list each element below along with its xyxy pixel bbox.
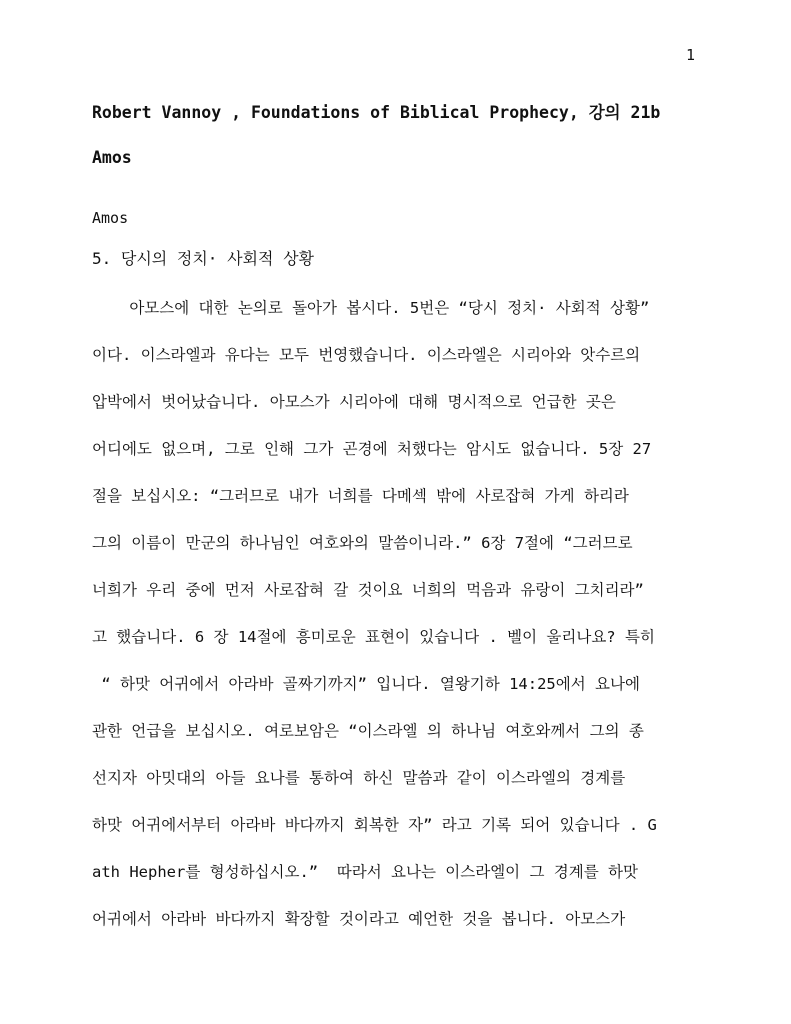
body-line: 고 했습니다. 6 장 14절에 흥미로운 표현이 있습니다 . 벨이 울리나요? 특히 (92, 628, 655, 646)
page-number: 1 (685, 46, 695, 64)
body-line: 절을 보십시오: “그러므로 내가 너희를 다메섹 밖에 사로잡혀 가게 하리라 (92, 487, 629, 505)
body-line: 하맛 어귀에서부터 아라바 바다까지 회복한 자” 라고 기록 되어 있습니다 . G (92, 816, 657, 834)
body-line: 선지자 아밋대의 아들 요나를 통하여 하신 말씀과 같이 이스라엘의 경계를 (92, 769, 626, 787)
body-line: 너희가 우리 중에 먼저 사로잡혀 갈 것이요 너희의 먹음과 유랑이 그치리라” (92, 581, 644, 599)
section-name: Amos (92, 209, 129, 227)
body-line: 관한 언급을 보십시오. 여로보암은 “이스라엘 의 하나님 여호와께서 그의 종 (92, 722, 644, 740)
body-line: 그의 이름이 만군의 하나님인 여호와의 말씀이니라.” 6장 7절에 “그러므로 (92, 534, 633, 552)
document-title: Robert Vannoy , Foundations of Biblical Prophecy, 강의 21b (92, 103, 661, 122)
body-line: ath Hepher를 형성하십시오.” 따라서 요나는 이스라엘이 그 경계를 하맛 (92, 863, 638, 881)
document-subtitle: Amos (92, 148, 132, 167)
body-line: 어귀에서 아라바 바다까지 확장할 것이라고 예언한 것을 봅니다. 아모스가 (92, 910, 626, 928)
body-line: 이다. 이스라엘과 유다는 모두 번영했습니다. 이스라엘은 시리아와 앗수르의 (92, 346, 641, 364)
body-line: 어디에도 없으며, 그로 인해 그가 곤경에 처했다는 암시도 없습니다. 5장 27 (92, 440, 652, 458)
body-line: 압박에서 벗어났습니다. 아모스가 시리아에 대해 명시적으로 언급한 곳은 (92, 393, 616, 411)
body-line: 아모스에 대한 논의로 돌아가 봅시다. 5번은 “당시 정치· 사회적 상황” (92, 299, 650, 317)
body-line: “ 하맛 어귀에서 아라바 골짜기까지” 입니다. 열왕기하 14:25에서 요나에 (92, 675, 640, 693)
section-heading: 5. 당시의 정치· 사회적 상황 (92, 249, 314, 268)
